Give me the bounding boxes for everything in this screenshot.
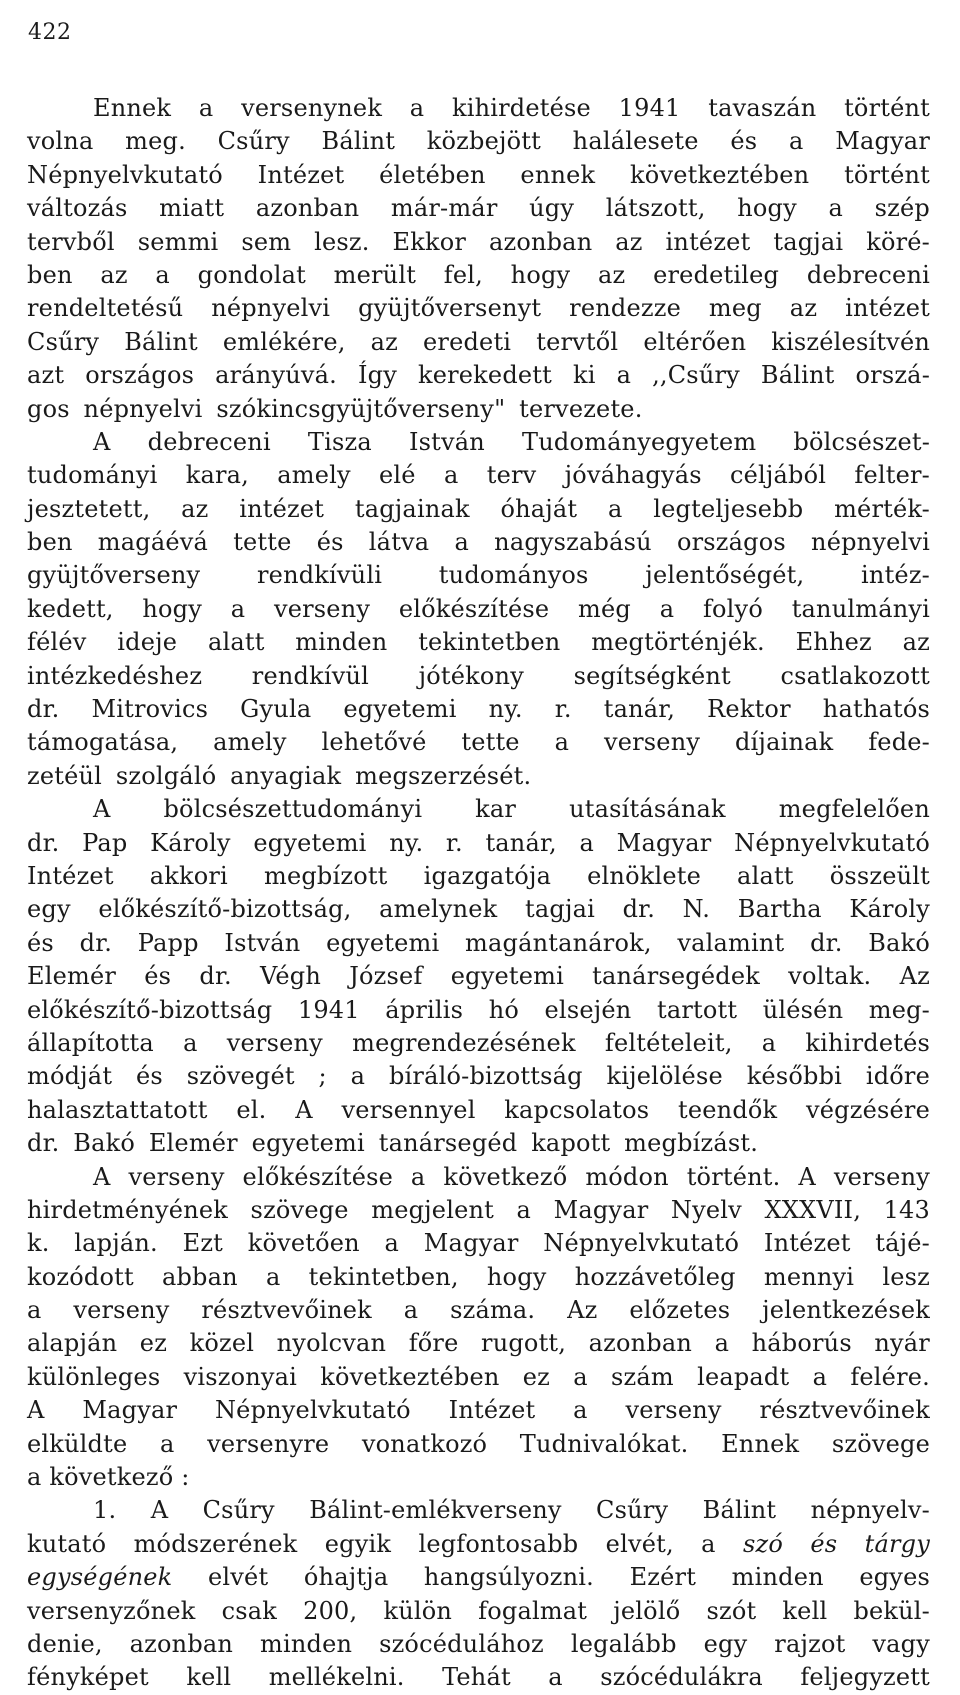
text-line: támogatása, amely lehetővé tette a verseny díjainak fede- <box>27 728 930 757</box>
text-line: tudományi kara, amely elé a terv jóváhagyás céljából felter- <box>27 461 930 490</box>
text-line: k. lapján. Ezt követően a Magyar Népnyelvkutató Intézet tájé- <box>27 1229 930 1258</box>
text-line: A Magyar Népnyelvkutató Intézet a verseny résztvevőinek <box>27 1396 930 1425</box>
text-line <box>27 1561 930 1594</box>
text-line: alapján ez közel nyolcvan főre rugott, azonban a háborús nyár <box>27 1329 930 1358</box>
page-number: 422 <box>28 20 72 45</box>
text-line: intézkedéshez rendkívül jótékony segítségként csatlakozott <box>27 661 930 690</box>
text-line: félév ideje alatt minden tekintetben megtörténjék. Ehhez az <box>27 628 930 657</box>
text-line: tervből semmi sem lesz. Ekkor azonban az intézet tagjai köré- <box>27 227 930 256</box>
text-line: gos népnyelvi szókincsgyüjtőverseny" tervezete. <box>27 394 643 423</box>
text-line: jesztetett, az intézet tagjainak óhaját a legteljesebb mérték- <box>27 494 930 523</box>
text-line <box>27 1528 930 1561</box>
text-line: Intézet akkori megbízott igazgatója elnöklete alatt összeült <box>27 861 930 890</box>
text-line: zetéül szolgáló anyagiak megszerzését. <box>27 761 532 790</box>
text-line: változás miatt azonban már-már úgy látszott, hogy a szép <box>27 194 930 223</box>
text-line: egy előkészítő-bizottság, amelynek tagjai dr. N. Bartha Károly <box>27 895 930 924</box>
text-line: ben az a gondolat merült fel, hogy az eredetileg debreceni <box>27 260 930 289</box>
text-line: a következő : <box>27 1463 190 1492</box>
text-line: a verseny résztvevőinek a száma. Az előzetes jelentkezések <box>27 1296 930 1325</box>
text-line: 1. A Csűry Bálint-emlékverseny Csűry Bálint népnyelv- <box>93 1496 930 1525</box>
text-line: dr. Bakó Elemér egyetemi tanársegéd kapott megbízást. <box>27 1129 759 1158</box>
text-line: Ennek a versenynek a kihirdetése 1941 tavaszán történt <box>93 94 930 122</box>
text-line: dr. Mitrovics Gyula egyetemi ny. r. tanár, Rektor hathatós <box>27 695 930 724</box>
text-line: Csűry Bálint emlékére, az eredeti tervtől eltérően kiszélesítvén <box>27 327 930 356</box>
text-line: kozódott abban a tekintetben, hogy hozzávetőleg mennyi lesz <box>27 1262 930 1291</box>
text-line: A debreceni Tisza István Tudományegyetem bölcsészet- <box>93 427 930 456</box>
text-line: Népnyelvkutató Intézet életében ennek következtében történt <box>27 160 930 189</box>
text-line: gyüjtőverseny rendkívüli tudományos jelentőségét, intéz- <box>27 561 930 590</box>
text-line: azt országos arányúvá. Így kerekedett ki a ,,Csűry Bálint orszá- <box>27 361 930 390</box>
text-line: dr. Pap Károly egyetemi ny. r. tanár, a Magyar Népnyelvkutató <box>27 828 930 857</box>
text-line: A verseny előkészítése a következő módon történt. A verseny <box>93 1162 930 1191</box>
text-run: kutató módszerének egyik legfontosabb elvét, a <box>27 1529 744 1558</box>
text-line: fényképet kell mellékelni. Tehát a szócédulákra feljegyzett <box>27 1663 930 1692</box>
text-line: halasztattatott el. A versennyel kapcsolatos teendők végzésére <box>27 1095 930 1124</box>
text-line: volna meg. Csűry Bálint közbejött halálesete és a Magyar <box>27 127 930 156</box>
text-line: Elemér és dr. Végh József egyetemi tanársegédek voltak. Az <box>27 962 930 991</box>
text-line: módját és szövegét ; a bíráló-bizottság kijelölése későbbi időre <box>27 1062 930 1091</box>
text-line: denie, azonban minden szócédulához legalább egy rajzot vagy <box>27 1629 930 1658</box>
text-line: elküldte a versenyre vonatkozó Tudnivalókat. Ennek szövege <box>27 1429 930 1458</box>
text-line: versenyzőnek csak 200, külön fogalmat jelölő szót kell bekül- <box>27 1596 930 1625</box>
italic-text: szó és tárgy <box>743 1529 930 1558</box>
text-line: ben magáévá tette és látva a nagyszabású országos népnyelvi <box>27 528 930 557</box>
text-line: különleges viszonyai következtében ez a szám leapadt a felére. <box>27 1362 930 1391</box>
text-line: és dr. Papp István egyetemi magántanárok, valamint dr. Bakó <box>27 928 930 957</box>
text-line: A bölcsészettudományi kar utasításának megfelelően <box>93 795 930 824</box>
text-line: hirdetményének szövege megjelent a Magyar Nyelv XXXVII, 143 <box>27 1195 930 1224</box>
text-line: állapította a verseny megrendezésének feltételeit, a kihirdetés <box>27 1028 930 1057</box>
body-text <box>27 92 930 1695</box>
italic-text: egységének <box>27 1563 173 1592</box>
text-line: rendeltetésű népnyelvi gyüjtőversenyt rendezze meg az intézet <box>27 294 930 323</box>
text-line: kedett, hogy a verseny előkészítése még a folyó tanulmányi <box>27 594 930 623</box>
text-line: előkészítő-bizottság 1941 április hó elsején tartott ülésén meg- <box>27 995 930 1024</box>
text-run: elvét óhajtja hangsúlyozni. Ezért minden egyes <box>172 1563 930 1592</box>
